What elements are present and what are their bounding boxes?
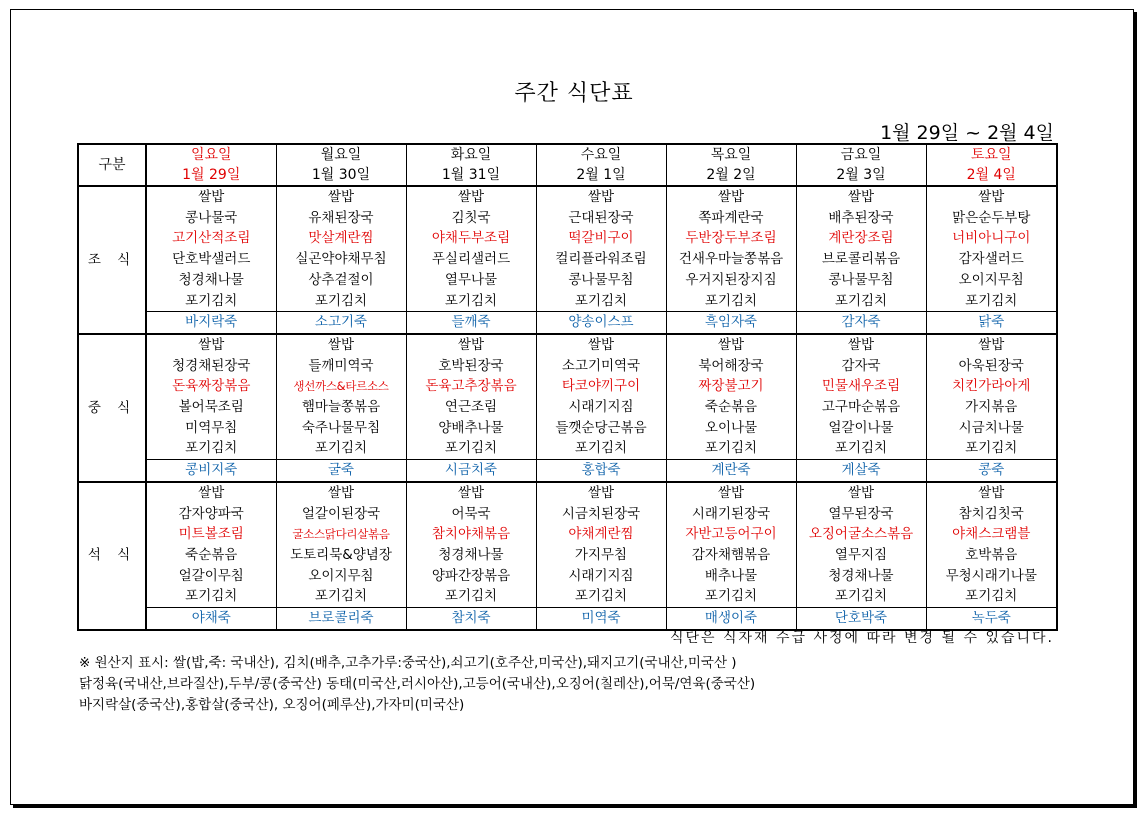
menu-item: 포기김치 [926, 438, 1057, 459]
menu-item: 포기김치 [406, 586, 536, 607]
day-date: 1월 30일 [276, 165, 406, 186]
menu-item: 감자채햄볶음 [666, 545, 796, 566]
menu-item: 상추겉절이 [276, 270, 406, 291]
menu-item: 호박볶음 [926, 545, 1057, 566]
menu-item: 타코야끼구이 [536, 376, 666, 397]
menu-item: 고기산적조림 [146, 228, 276, 249]
menu-item: 북어해장국 [666, 356, 796, 377]
menu-item: 자반고등어구이 [666, 524, 796, 545]
day-name: 금요일 [796, 144, 926, 165]
menu-item: 김칫국 [406, 208, 536, 229]
menu-item: 청경채된장국 [146, 356, 276, 377]
menu-item: 콩나물무침 [536, 270, 666, 291]
menu-item: 가지볶음 [926, 397, 1057, 418]
menu-item: 포기김치 [796, 291, 926, 312]
menu-item: 야채두부조림 [406, 228, 536, 249]
porridge-item: 닭죽 [926, 312, 1057, 334]
menu-item: 포기김치 [406, 291, 536, 312]
meal-label: 중 식 [78, 334, 146, 482]
menu-item: 쌀밥 [276, 334, 406, 356]
porridge-item: 콩죽 [926, 460, 1057, 482]
menu-item: 건새우마늘쫑볶음 [666, 249, 796, 270]
day-date: 1월 29일 [146, 165, 276, 186]
menu-item: 단호박샐러드 [146, 249, 276, 270]
menu-item: 컬리플라워조림 [536, 249, 666, 270]
menu-item: 쌀밥 [276, 186, 406, 208]
menu-item: 죽순볶음 [666, 397, 796, 418]
menu-item: 콩나물무침 [796, 270, 926, 291]
porridge-item: 콩비지죽 [146, 460, 276, 482]
menu-item: 유채된장국 [276, 208, 406, 229]
meal-label: 조 식 [78, 186, 146, 334]
menu-item: 감자국 [796, 356, 926, 377]
menu-item: 쌀밥 [536, 482, 666, 504]
menu-item: 쪽파계란국 [666, 208, 796, 229]
menu-item: 민물새우조림 [796, 376, 926, 397]
menu-item: 열무나물 [406, 270, 536, 291]
menu-item: 포기김치 [796, 586, 926, 607]
menu-item: 죽순볶음 [146, 545, 276, 566]
menu-item: 햄마늘쫑볶음 [276, 397, 406, 418]
menu-item: 포기김치 [276, 291, 406, 312]
menu-item: 계란장조림 [796, 228, 926, 249]
page-title: 주간 식단표 [514, 81, 634, 106]
day-date: 2월 3일 [796, 165, 926, 186]
menu-item: 쌀밥 [926, 186, 1057, 208]
porridge-item: 녹두죽 [926, 608, 1057, 630]
menu-item: 가지무침 [536, 545, 666, 566]
menu-item: 포기김치 [666, 291, 796, 312]
menu-item: 쌀밥 [146, 334, 276, 356]
menu-item: 쌀밥 [796, 482, 926, 504]
menu-item: 어묵국 [406, 504, 536, 525]
menu-item: 오이지무침 [276, 566, 406, 587]
menu-item: 얼갈이무침 [146, 566, 276, 587]
porridge-item: 참치죽 [406, 608, 536, 630]
day-date: 1월 31일 [406, 165, 536, 186]
menu-item: 시래기지짐 [536, 566, 666, 587]
menu-item: 쌀밥 [796, 334, 926, 356]
menu-item: 들깻순당근볶음 [536, 418, 666, 439]
menu-item: 열무된장국 [796, 504, 926, 525]
weekly-menu-table [77, 143, 1058, 631]
day-name: 토요일 [926, 144, 1057, 165]
porridge-item: 계란죽 [666, 460, 796, 482]
menu-item: 두반장두부조림 [666, 228, 796, 249]
menu-item: 청경채나물 [406, 545, 536, 566]
menu-item: 콩나물국 [146, 208, 276, 229]
day-name: 일요일 [146, 144, 276, 165]
day-name: 월요일 [276, 144, 406, 165]
menu-item: 포기김치 [666, 586, 796, 607]
menu-item: 시금치나물 [926, 418, 1057, 439]
menu-item: 생선까스&타르소스 [276, 376, 406, 397]
menu-item: 쌀밥 [406, 334, 536, 356]
porridge-item: 시금치죽 [406, 460, 536, 482]
porridge-item: 홍합죽 [536, 460, 666, 482]
origin-line: 바지락살(중국산),홍합살(중국산), 오징어(페루산),가자미(미국산) [79, 697, 465, 713]
menu-item: 오이나물 [666, 418, 796, 439]
menu-item: 청경채나물 [146, 270, 276, 291]
menu-item: 브로콜리볶음 [796, 249, 926, 270]
porridge-item: 흑임자죽 [666, 312, 796, 334]
menu-item: 볼어묵조림 [146, 397, 276, 418]
porridge-item: 소고기죽 [276, 312, 406, 334]
menu-item: 시래기지짐 [536, 397, 666, 418]
menu-item: 포기김치 [276, 586, 406, 607]
day-date: 2월 4일 [926, 165, 1057, 186]
porridge-item: 들깨죽 [406, 312, 536, 334]
porridge-item: 미역죽 [536, 608, 666, 630]
menu-item: 야채스크램블 [926, 524, 1057, 545]
menu-item: 치킨가라아게 [926, 376, 1057, 397]
menu-item: 쌀밥 [406, 186, 536, 208]
day-date: 2월 2일 [666, 165, 796, 186]
menu-item: 포기김치 [146, 586, 276, 607]
menu-item: 들깨미역국 [276, 356, 406, 377]
porridge-item: 게살죽 [796, 460, 926, 482]
menu-item: 양배추나물 [406, 418, 536, 439]
menu-item: 소고기미역국 [536, 356, 666, 377]
porridge-item: 브로콜리죽 [276, 608, 406, 630]
porridge-item: 단호박죽 [796, 608, 926, 630]
menu-item: 포기김치 [666, 438, 796, 459]
menu-item: 포기김치 [926, 291, 1057, 312]
day-name: 수요일 [536, 144, 666, 165]
menu-item: 배추나물 [666, 566, 796, 587]
menu-item: 포기김치 [406, 438, 536, 459]
menu-item: 무청시래기나물 [926, 566, 1057, 587]
menu-item: 도토리묵&양념장 [276, 545, 406, 566]
porridge-item: 매생이죽 [666, 608, 796, 630]
menu-item: 얼갈이나물 [796, 418, 926, 439]
origin-line: 닭정육(국내산,브라질산),두부/콩(중국산) 동태(미국산,러시아산),고등어(국내산),오징어(칠레산),어묵/연육(중국산) [79, 676, 756, 692]
menu-item: 실곤약야채무침 [276, 249, 406, 270]
date-range: 1월 29일 ~ 2월 4일 [880, 122, 1054, 144]
day-date: 2월 1일 [536, 165, 666, 186]
menu-item: 쌀밥 [926, 482, 1057, 504]
menu-item: 숙주나물무침 [276, 418, 406, 439]
header-label: 구분 [78, 144, 146, 186]
menu-item: 쌀밥 [406, 482, 536, 504]
porridge-item: 감자죽 [796, 312, 926, 334]
menu-item: 포기김치 [536, 586, 666, 607]
menu-item: 얼갈이된장국 [276, 504, 406, 525]
menu-item: 쌀밥 [666, 334, 796, 356]
menu-item: 열무지짐 [796, 545, 926, 566]
menu-item: 포기김치 [146, 438, 276, 459]
menu-item: 야채계란찜 [536, 524, 666, 545]
menu-item: 미역무침 [146, 418, 276, 439]
menu-item: 아욱된장국 [926, 356, 1057, 377]
menu-item: 청경채나물 [796, 566, 926, 587]
menu-item: 푸실리샐러드 [406, 249, 536, 270]
menu-item: 감자샐러드 [926, 249, 1057, 270]
menu-item: 연근조림 [406, 397, 536, 418]
menu-item: 쌀밥 [146, 186, 276, 208]
menu-item: 맑은순두부탕 [926, 208, 1057, 229]
menu-item: 우거지된장지짐 [666, 270, 796, 291]
menu-item: 너비아니구이 [926, 228, 1057, 249]
menu-item: 쌀밥 [536, 334, 666, 356]
menu-item: 돈육짜장볶음 [146, 376, 276, 397]
meal-label: 석 식 [78, 482, 146, 630]
menu-item: 쌀밥 [666, 186, 796, 208]
menu-item: 근대된장국 [536, 208, 666, 229]
menu-item: 짜장불고기 [666, 376, 796, 397]
menu-item: 쌀밥 [666, 482, 796, 504]
menu-item: 쌀밥 [146, 482, 276, 504]
menu-item: 미트볼조림 [146, 524, 276, 545]
porridge-item: 양송이스프 [536, 312, 666, 334]
menu-item: 오이지무침 [926, 270, 1057, 291]
change-notice: 식단은 식자재 수급 사정에 따라 변경 될 수 있습니다. [669, 630, 1054, 646]
menu-item: 쌀밥 [926, 334, 1057, 356]
menu-item: 시래기된장국 [666, 504, 796, 525]
menu-item: 포기김치 [796, 438, 926, 459]
menu-item: 고구마순볶음 [796, 397, 926, 418]
menu-item: 포기김치 [536, 291, 666, 312]
menu-item: 포기김치 [536, 438, 666, 459]
day-name: 화요일 [406, 144, 536, 165]
menu-item: 맛살계란찜 [276, 228, 406, 249]
menu-item: 시금치된장국 [536, 504, 666, 525]
porridge-item: 야채죽 [146, 608, 276, 630]
menu-item: 포기김치 [926, 586, 1057, 607]
day-name: 목요일 [666, 144, 796, 165]
menu-item: 참치야채볶음 [406, 524, 536, 545]
porridge-item: 바지락죽 [146, 312, 276, 334]
menu-item: 쌀밥 [536, 186, 666, 208]
porridge-item: 굴죽 [276, 460, 406, 482]
menu-item: 배추된장국 [796, 208, 926, 229]
menu-item: 돈육고추장볶음 [406, 376, 536, 397]
origin-line: ※ 원산지 표시: 쌀(밥,죽: 국내산), 김치(배추,고추가루:중국산),쇠고기(호주산,미국산),돼지고기(국내산,미국산 ) [79, 655, 737, 671]
menu-item: 쌀밥 [796, 186, 926, 208]
menu-item: 쌀밥 [276, 482, 406, 504]
menu-item: 포기김치 [146, 291, 276, 312]
menu-item: 감자양파국 [146, 504, 276, 525]
menu-item: 포기김치 [276, 438, 406, 459]
menu-item: 양파간장볶음 [406, 566, 536, 587]
menu-item: 떡갈비구이 [536, 228, 666, 249]
menu-item: 참치김칫국 [926, 504, 1057, 525]
menu-item: 오징어굴소스볶음 [796, 524, 926, 545]
menu-item: 굴소스닭다리살볶음 [276, 524, 406, 545]
menu-item: 호박된장국 [406, 356, 536, 377]
